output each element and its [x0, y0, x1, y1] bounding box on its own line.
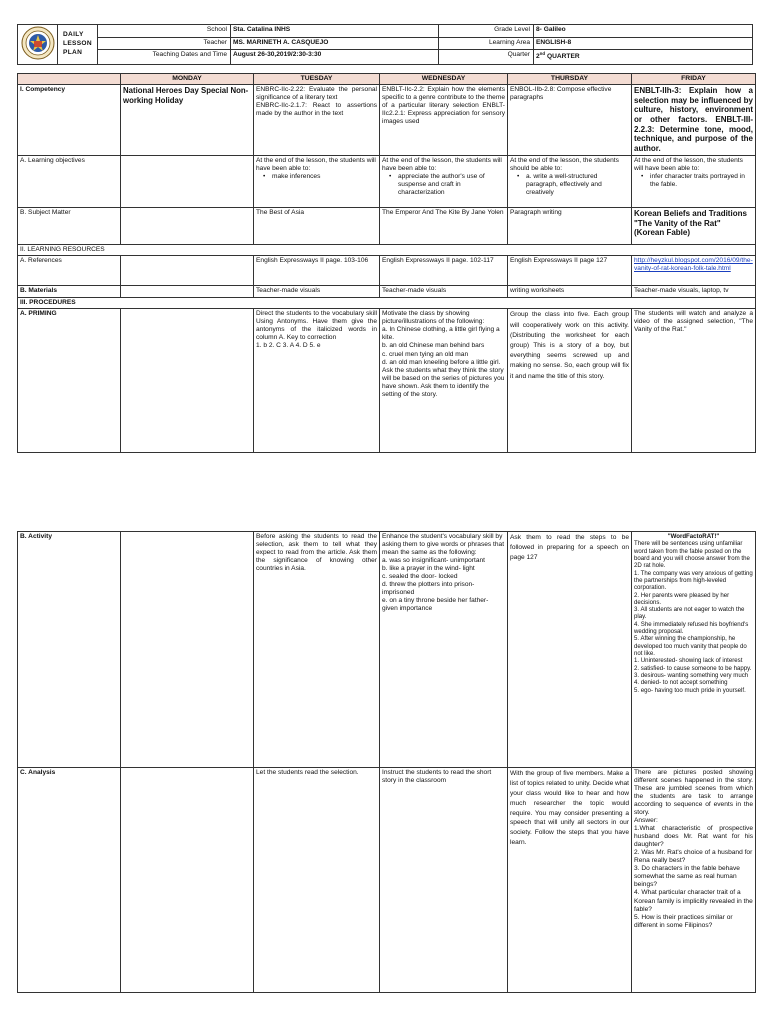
quarter-label: Quarter: [439, 50, 534, 65]
objectives-intro: At the end of the lesson, the students should be able to:: [510, 157, 619, 173]
analysis-friday-intro: There are pictures posted showing different scenes happened in the story. These are jumbled scenes from which the students are task to arrange according to sequence of events in the story.: [634, 769, 753, 817]
competency-monday: National Heroes Day Special Non-working Holiday: [121, 85, 254, 156]
lesson-plan-table-top: [17, 73, 756, 453]
analysis-wednesday: Instruct the students to read the short story in the classroom: [380, 768, 508, 993]
quarter-text: QUARTER: [545, 53, 580, 61]
priming-label: A. PRIMING: [18, 309, 121, 453]
analysis-question: 2. Was Mr. Rat's choice of a husband for Rena really best?: [634, 849, 753, 865]
materials-row: [18, 286, 756, 298]
objectives-thursday: [508, 156, 632, 208]
subject-monday: [121, 208, 254, 245]
references-friday: [632, 256, 756, 286]
priming-friday: The students will watch and analyze a video of the assigned selection, "The Vanity of the Rat.": [632, 309, 756, 453]
materials-thursday: writing worksheets: [508, 286, 632, 298]
priming-monday: [121, 309, 254, 453]
subject-row: [18, 208, 756, 245]
school-seal: [18, 25, 58, 65]
materials-monday: [121, 286, 254, 298]
dates-value: August 26-30,2019/2:30-3:30: [231, 50, 439, 65]
analysis-tuesday: Let the students read the selection.: [254, 768, 380, 993]
subject-tuesday: The Best of Asia: [254, 208, 380, 245]
wordfactorat-item: 4. She immediately refused his boyfriend's wedding proposal.: [634, 620, 749, 636]
objective-item: • appreciate the author's use of suspense and craft in characterization: [382, 173, 505, 197]
subject-friday: Korean Beliefs and Traditions "The Vanity of the Rat" (Korean Fable): [632, 208, 756, 245]
wordfactorat-item: 1. The company was very anxious of getting the partnerships from high-leveled corporation.: [634, 569, 753, 592]
objectives-intro: At the end of the lesson, the students will have been able to:: [634, 157, 743, 173]
wordfactorat-item: 2. satisfied- to cause someone to be happy.: [634, 664, 752, 672]
title-line: DAILY: [63, 31, 84, 39]
reference-link[interactable]: http://heyzkul.blogspot.com/2016/09/the-vanity-of-rat-korean-folk-tale.html: [634, 257, 753, 273]
wordfactorat-item: 5. After winning the championship, he developed too much vanity that people do not like.: [634, 635, 747, 657]
objectives-row: [18, 156, 756, 208]
references-wednesday: English Expressways II page. 102-117: [380, 256, 508, 286]
activity-tuesday: Before asking the students to read the selection, ask them to tell what they expect to read from the article. Ask them the significance of knowing other countries in Asia.: [254, 532, 380, 768]
references-monday: [121, 256, 254, 286]
wordfactorat-item: 4. denied- to not accept something: [634, 679, 728, 687]
analysis-friday-answer: Answer:: [634, 817, 658, 825]
header-table: [17, 24, 753, 65]
deped-seal-icon: [21, 26, 55, 60]
day-header-row: [18, 74, 756, 85]
objective-item: • make inferences: [256, 173, 377, 181]
title-line: LESSON: [63, 40, 92, 48]
priming-tuesday: Direct the students to the vocabulary skill Using Antonyms. Have them give the antonyms of the italicized words in column A. Key to correction 1. b 2. C 3. A 4. D 5. e: [254, 309, 380, 453]
area-label: Learning Area: [439, 37, 534, 50]
procedures-section-row: [18, 298, 756, 309]
objectives-wednesday: [380, 156, 508, 208]
procedures-section-label: III. PROCEDURES: [18, 298, 756, 309]
analysis-thursday: With the group of five members. Make a list of topics related to unity. Decide what your class would like to hear and how much researcher the topic would require. You may consider presenting a speech that will unify all sectors in our society. Follow the steps that you have learn.: [508, 768, 632, 993]
priming-thursday: Group the class into five. Each group will cooperatively work on this activity. (Distributing the worksheet for each group) This is a story of a boy, but everything seems screwed up and making no sense. So, each group will fix it and name the title of this story.: [508, 309, 632, 453]
analysis-monday: [121, 768, 254, 993]
wordfactorat-item: 5. ego- having too much pride in yourself.: [634, 686, 746, 694]
day-monday: MONDAY: [121, 74, 254, 85]
day-tuesday: TUESDAY: [254, 74, 380, 85]
activity-wednesday: Enhance the student's vocabulary skill by asking them to give words or phrases that mean the same as the following: a. was so insignificant- unimportant b. like a prayer in the wind- light c. sealed the door- locked d. threw the plotters into prison- imprisoned e. on a tiny throne beside her father- given importance: [380, 532, 508, 768]
materials-tuesday: Teacher-made visuals: [254, 286, 380, 298]
wordfactorat-item: 3. All students are not eager to watch the play.: [634, 606, 745, 621]
subject-wednesday: The Emperor And The Kite By Jane Yolen: [380, 208, 508, 245]
analysis-friday: [632, 768, 756, 993]
analysis-question: 5. How is their practices similar or different in some Filipinos?: [634, 913, 733, 929]
grade-label: Grade Level: [439, 25, 534, 38]
wordfactorat-title: "WordFactoRAT!": [667, 533, 720, 540]
wordfactorat-item: 1. Uninterested- showing lack of interest: [634, 657, 743, 665]
references-thursday: English Expressways II page 127: [508, 256, 632, 286]
objectives-monday: [121, 156, 254, 208]
activity-row: [18, 532, 756, 768]
area-value: ENGLISH-8: [534, 37, 753, 50]
objectives-tuesday: [254, 156, 380, 208]
analysis-question: 1.What characteristic of prospective husband does Mr. Rat want for his daughter?: [634, 825, 753, 849]
activity-label: B. Activity: [18, 532, 121, 768]
materials-friday: Teacher-made visuals, laptop, tv: [632, 286, 756, 298]
day-header-blank: [18, 74, 121, 85]
title-line: PLAN: [63, 48, 83, 56]
competency-wednesday: ENBLT-IIc-2.2: Explain how the elements specific to a genre contribute to the theme of a particular literary selection ENBLT-IIc2.2.1: Express appreciation for sensory images used: [380, 85, 508, 156]
resources-section-row: [18, 245, 756, 256]
competency-thursday: ENBOL-IIb-2.8: Compose effective paragraphs: [508, 85, 632, 156]
quarter-suffix: nd: [539, 51, 546, 57]
objective-item: • infer character traits portrayed in the fable.: [634, 173, 753, 189]
analysis-label: C. Analysis: [18, 768, 121, 993]
objective-item: • a. write a well-structured paragraph, effectively and creatively: [510, 173, 629, 197]
day-thursday: THURSDAY: [508, 74, 632, 85]
references-label: A. References: [18, 256, 121, 286]
priming-wednesday: Motivate the class by showing picture/illustrations of the following: a. In Chinese clothing, a little girl flying a kite. b. an old Chinese man behind bars c. cruel men tying an old man d. an old man kneeling before a little girl. Ask the students what they think the story will be based on the series of pictures you have shown. Ask them to identify the setting of the story.: [380, 309, 508, 453]
objectives-intro: At the end of the lesson, the students will have been able to:: [382, 157, 502, 173]
teacher-value: MS. MARINETH A. CASQUEJO: [231, 37, 439, 50]
materials-label: B. Materials: [18, 286, 121, 298]
dates-label: Teaching Dates and Time: [98, 50, 231, 65]
materials-wednesday: Teacher-made visuals: [380, 286, 508, 298]
subject-label: B. Subject Matter: [18, 208, 121, 245]
competency-friday: ENBLT-IIh-3: Explain how a selection may be influenced by culture, history, environment or other factors. ENBLT-III-2.2.3: Determine tone, mood, technique, and purpose of the author.: [632, 85, 756, 156]
references-tuesday: English Expressways II page. 103-106: [254, 256, 380, 286]
analysis-question: 4. What particular character trait of a Korean family is implicitly revealed in the fable?: [634, 889, 753, 913]
objectives-label: A. Learning objectives: [18, 156, 121, 208]
references-row: [18, 256, 756, 286]
activity-thursday: Ask them to read the steps to be followed in preparing for a speech on page 127: [508, 532, 632, 768]
quarter-number: 2: [536, 53, 540, 61]
lesson-plan-table-bottom: [17, 531, 756, 993]
wordfactorat-item: 3. desirous- wanting something very much: [634, 671, 749, 679]
wordfactorat-item: 2. Her parents were pleased by her decisions.: [634, 591, 730, 606]
teacher-label: Teacher: [98, 37, 231, 50]
quarter-value: [534, 50, 753, 65]
subject-thursday: Paragraph writing: [508, 208, 632, 245]
day-wednesday: WEDNESDAY: [380, 74, 508, 85]
resources-section-label: II. LEARNING RESOURCES: [18, 245, 756, 256]
day-friday: FRIDAY: [632, 74, 756, 85]
school-label: School: [98, 25, 231, 38]
grade-value: 8- Galileo: [534, 25, 753, 38]
school-value: Sta. Catalina INHS: [231, 25, 439, 38]
priming-row: [18, 309, 756, 453]
objectives-intro: At the end of the lesson, the students will have been able to:: [256, 157, 376, 173]
analysis-row: [18, 768, 756, 993]
activity-monday: [121, 532, 254, 768]
competency-row: [18, 85, 756, 156]
analysis-question: 3. Do characters in the fable behave somewhat the same as real human beings?: [634, 865, 740, 889]
activity-friday: [632, 532, 756, 768]
wordfactorat-intro: There will be sentences using unfamiliar word taken from the fable posted on the board and you will choose answer from the 2D rat hole.: [634, 540, 750, 570]
competency-tuesday: ENBRC-IIc-2.22: Evaluate the personal significance of a literary text ENBRC-IIc-2.1.7: React to assertions made by the author in the text: [254, 85, 380, 156]
daily-lesson-plan-title: [58, 25, 98, 65]
objectives-friday: [632, 156, 756, 208]
competency-label: I. Competency: [18, 85, 121, 156]
